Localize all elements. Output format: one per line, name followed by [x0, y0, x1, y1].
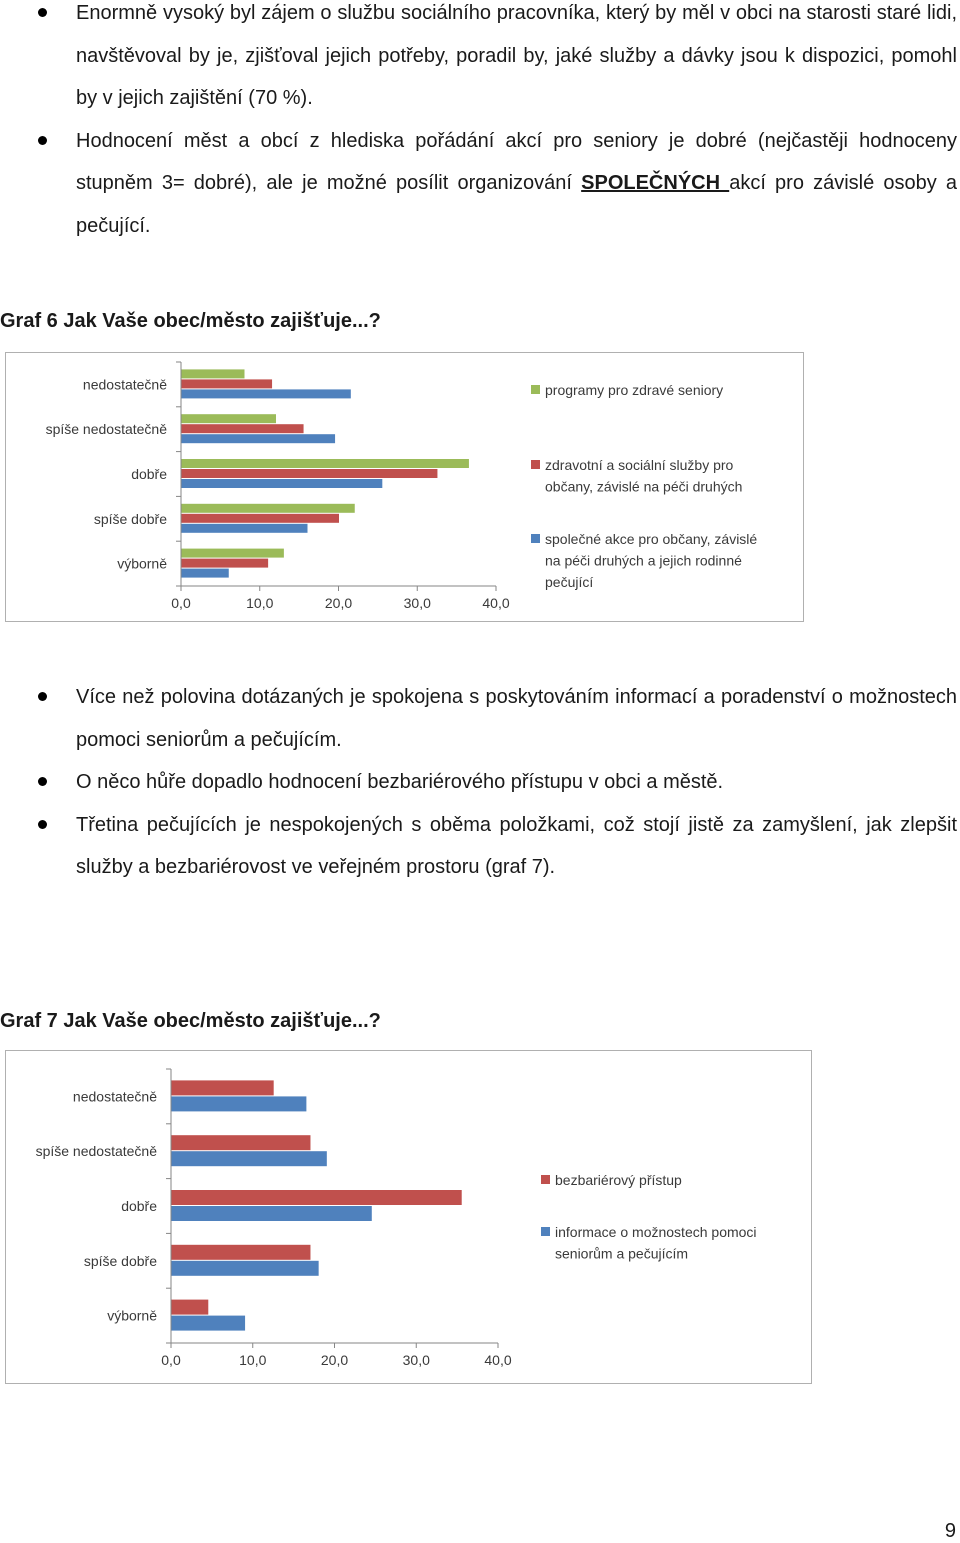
- bar: [182, 469, 438, 478]
- bar: [172, 1261, 319, 1276]
- x-tick-label: 20,0: [324, 595, 353, 611]
- list-item: [0, 120, 960, 248]
- y-tick-label: výborně: [107, 1307, 157, 1324]
- list-item: [0, 0, 960, 120]
- bar: [182, 549, 284, 558]
- y-tick-label: dobře: [131, 466, 167, 482]
- legend-label: seniorům a pečujícím: [555, 1245, 689, 1262]
- bullet-icon: [38, 777, 47, 786]
- bar: [172, 1096, 307, 1111]
- bar: [182, 414, 277, 423]
- bar: [182, 504, 355, 513]
- legend-swatch: [541, 1175, 550, 1184]
- bar: [182, 559, 269, 568]
- bullet-list-mid: [0, 676, 960, 889]
- list-item: [0, 804, 960, 889]
- y-tick-label: spíše nedostatečně: [35, 1143, 157, 1160]
- x-tick-label: 30,0: [403, 595, 431, 611]
- legend-swatch: [531, 460, 540, 469]
- x-tick-label: 20,0: [320, 1352, 349, 1368]
- emphasis-text: SPOLEČNÝCH: [581, 172, 730, 194]
- legend-swatch: [531, 534, 540, 543]
- bar: [182, 459, 469, 468]
- bar: [172, 1206, 372, 1221]
- legend-label: občany, závislé na péči druhých: [545, 478, 743, 495]
- legend-label: společné akce pro občany, závislé: [545, 531, 758, 547]
- bar: [182, 514, 340, 523]
- x-tick-label: 0,0: [171, 595, 191, 611]
- graf6-caption: Graf 6 Jak Vaše obec/město zajišťuje...?: [0, 310, 381, 332]
- y-tick-label: výborně: [117, 555, 167, 572]
- legend-swatch: [541, 1227, 550, 1236]
- bar: [182, 524, 308, 533]
- y-tick-label: nedostatečně: [82, 376, 167, 393]
- graf6-chart: [5, 352, 804, 622]
- bar: [182, 479, 383, 488]
- list-item: [0, 761, 960, 804]
- legend-label: na péči druhých a jejich rodinné: [545, 552, 742, 569]
- bar: [182, 369, 245, 378]
- bar: [172, 1245, 311, 1260]
- bullet-text-start: Hodnocení měst a obcí z hlediska pořádání akcí pro seniory je dobré (nejčastěji hodnoceny stupněm 3= dobré), ale je možné posílit organizování: [76, 129, 957, 194]
- legend-label: informace o možnostech pomoci: [555, 1224, 757, 1240]
- bullet-text: O něco hůře dopadlo hodnocení bezbariérového přístupu v obci a městě.: [76, 771, 724, 793]
- bar: [172, 1080, 274, 1095]
- graf7-svg: [6, 1051, 813, 1385]
- legend-label: programy pro zdravé seniory: [545, 382, 724, 398]
- legend-label: zdravotní a sociální služby pro: [545, 457, 734, 473]
- bullet-list-top: [0, 0, 960, 247]
- legend-label: bezbariérový přístup: [555, 1172, 682, 1188]
- bar: [172, 1135, 311, 1150]
- bar: [182, 424, 304, 433]
- bullet-icon: [38, 8, 47, 17]
- y-tick-label: spíše nedostatečně: [45, 421, 167, 438]
- bullet-text-end: akcí pro závislé osoby a pečující.: [76, 172, 958, 237]
- x-tick-label: 40,0: [482, 595, 510, 611]
- x-tick-label: 0,0: [161, 1352, 181, 1368]
- bullet-icon: [38, 820, 47, 829]
- bar: [172, 1300, 209, 1315]
- legend-label: pečující: [545, 574, 594, 590]
- bar: [182, 434, 336, 443]
- x-tick-label: 10,0: [239, 1352, 267, 1368]
- x-tick-label: 40,0: [484, 1352, 512, 1368]
- bar: [172, 1151, 327, 1166]
- x-tick-label: 30,0: [402, 1352, 430, 1368]
- graf6-svg: [6, 353, 805, 623]
- x-tick-label: 10,0: [246, 595, 274, 611]
- bar: [182, 569, 229, 578]
- bar: [172, 1190, 462, 1205]
- graf7-caption: Graf 7 Jak Vaše obec/město zajišťuje...?: [0, 1010, 381, 1032]
- legend-swatch: [531, 385, 540, 394]
- y-tick-label: spíše dobře: [83, 1252, 157, 1269]
- bullet-icon: [38, 136, 47, 145]
- bullet-icon: [38, 692, 47, 701]
- page-number: 9: [944, 1520, 956, 1542]
- list-item: [0, 676, 960, 761]
- y-tick-label: dobře: [121, 1198, 157, 1214]
- bullet-text: Třetina pečujících je nespokojených s oběma položkami, což stojí jistě za zamyšlení, jak zlepšit služby a bezbariérovost ve veřejném prostoru (graf 7).: [76, 813, 957, 878]
- bullet-text: Enormně vysoký byl zájem o službu sociálního pracovníka, který by měl v obci na starosti staré lidi, navštěvoval by je, zjišťoval jejich potřeby, poradil by, jaké služby a dávky jsou k dispozici, pomohl by v jejich zajištění (70 %).: [76, 2, 957, 109]
- bullet-text: Více než polovina dotázaných je spokojena s poskytováním informací a poradenství o možnostech pomoci seniorům a pečujícím.: [76, 686, 957, 751]
- bar: [182, 379, 273, 388]
- bar: [172, 1316, 246, 1331]
- bar: [182, 389, 351, 398]
- y-tick-label: spíše dobře: [93, 510, 167, 527]
- y-tick-label: nedostatečně: [72, 1088, 157, 1105]
- graf7-chart: [5, 1050, 812, 1384]
